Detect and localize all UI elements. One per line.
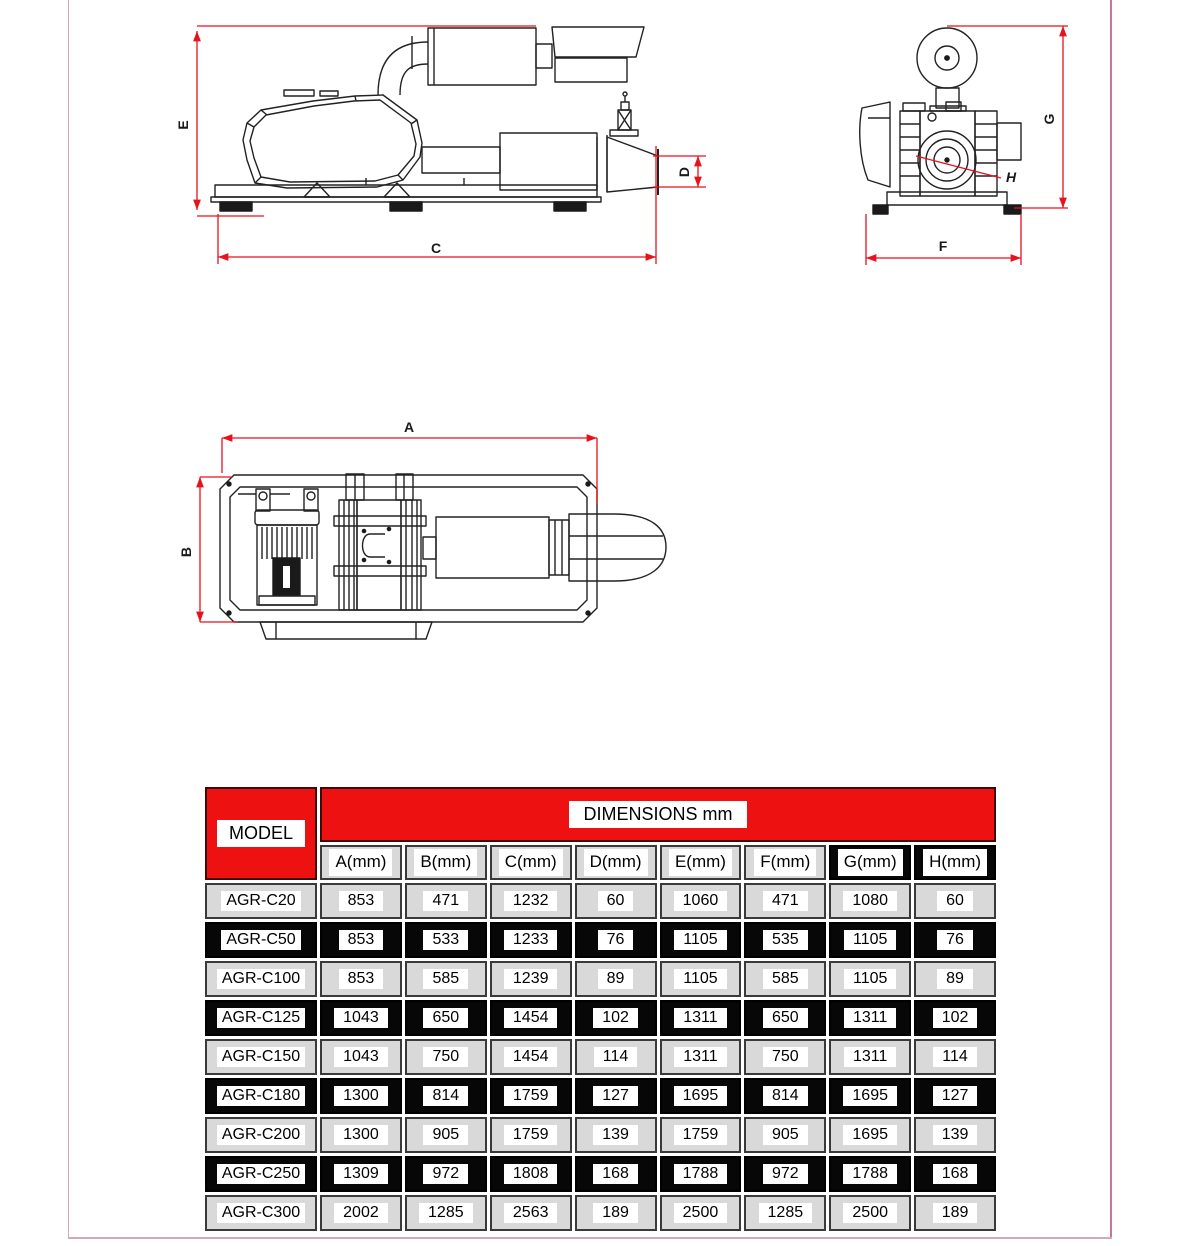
value-cell [575, 1117, 657, 1153]
column-header-label: B(mm) [414, 849, 477, 875]
cell-value: 1105 [844, 930, 896, 951]
model-cell [205, 883, 317, 919]
model-cell [205, 1195, 317, 1231]
table-header [205, 787, 996, 880]
value-cell [490, 1078, 572, 1114]
value-cell [660, 1078, 742, 1114]
value-cell [829, 1195, 911, 1231]
end-machine-outline [860, 28, 1021, 214]
column-header-G [829, 845, 911, 880]
column-header-label: A(mm) [329, 849, 392, 875]
cell-value: 750 [423, 1047, 468, 1068]
cell-value: 972 [763, 1164, 808, 1185]
value-cell [914, 1156, 996, 1192]
value-cell [660, 883, 742, 919]
column-header-F [744, 845, 826, 880]
cell-value: 1759 [674, 1125, 728, 1146]
value-cell [744, 1000, 826, 1036]
cell-value: 1300 [334, 1125, 388, 1146]
model-label: AGR-C50 [221, 930, 300, 951]
value-cell [405, 922, 487, 958]
model-label: AGR-C20 [221, 891, 300, 912]
cell-value: 650 [763, 1008, 808, 1029]
cell-value: 1043 [334, 1008, 388, 1029]
value-cell [575, 1000, 657, 1036]
cell-value: 2500 [843, 1203, 897, 1224]
cell-value: 127 [593, 1086, 638, 1107]
value-cell [490, 1156, 572, 1192]
column-header-A [320, 845, 402, 880]
cell-value: 1233 [504, 930, 558, 951]
top-dimension-lines [200, 438, 597, 622]
column-header-E [660, 845, 742, 880]
value-cell [490, 961, 572, 997]
cell-value: 1788 [674, 1164, 728, 1185]
value-cell [320, 1039, 402, 1075]
model-header-cell [205, 787, 317, 880]
value-cell [829, 1000, 911, 1036]
cell-value: 1080 [843, 891, 897, 912]
table-row-AGR-C100 [205, 961, 996, 997]
model-label: AGR-C180 [217, 1086, 305, 1107]
model-cell [205, 1117, 317, 1153]
model-header-label: MODEL [217, 820, 305, 847]
cell-value: 1311 [844, 1008, 896, 1029]
model-label: AGR-C150 [217, 1047, 305, 1068]
column-header-label: H(mm) [923, 849, 987, 875]
value-cell [575, 1078, 657, 1114]
page-frame-right [1110, 0, 1112, 1238]
cell-value: 1285 [759, 1203, 813, 1224]
model-label: AGR-C125 [217, 1008, 305, 1029]
cell-value: 1060 [674, 891, 728, 912]
cell-value: 905 [423, 1125, 468, 1146]
cell-value: 1232 [504, 891, 558, 912]
cell-value: 853 [339, 969, 384, 990]
cell-value: 60 [937, 891, 973, 912]
model-cell [205, 961, 317, 997]
value-cell [914, 1117, 996, 1153]
model-cell [205, 1156, 317, 1192]
table-body [205, 883, 996, 1231]
cell-value: 814 [763, 1086, 808, 1107]
column-header-label: F(mm) [754, 849, 816, 875]
value-cell [914, 1039, 996, 1075]
cell-value: 2002 [334, 1203, 388, 1224]
cell-value: 1309 [334, 1164, 388, 1185]
cell-value: 168 [593, 1164, 638, 1185]
value-cell [320, 961, 402, 997]
cell-value: 905 [763, 1125, 808, 1146]
value-cell [405, 961, 487, 997]
dim-label-B: B [178, 546, 194, 558]
cell-value: 853 [339, 891, 384, 912]
table-row-AGR-C250 [205, 1156, 996, 1192]
value-cell [744, 961, 826, 997]
dim-label-F: F [938, 238, 948, 254]
value-cell [490, 1117, 572, 1153]
cell-value: 1311 [674, 1008, 726, 1029]
cell-value: 189 [933, 1203, 978, 1224]
value-cell [744, 883, 826, 919]
table-row-AGR-C20 [205, 883, 996, 919]
value-cell [914, 922, 996, 958]
cell-value: 650 [423, 1008, 468, 1029]
cell-value: 1759 [504, 1086, 558, 1107]
value-cell [744, 1156, 826, 1192]
side-view-drawing [166, 6, 726, 274]
value-cell [490, 922, 572, 958]
cell-value: 585 [763, 969, 808, 990]
value-cell [320, 1156, 402, 1192]
top-machine-outline [220, 474, 666, 639]
value-cell [575, 1039, 657, 1075]
value-cell [490, 1039, 572, 1075]
cell-value: 1239 [504, 969, 558, 990]
page-frame-bottom [68, 1237, 1112, 1239]
value-cell [914, 961, 996, 997]
column-header-label: C(mm) [499, 849, 563, 875]
column-header-H [914, 845, 996, 880]
cell-value: 1454 [504, 1047, 558, 1068]
table-row-AGR-C150 [205, 1039, 996, 1075]
side-machine-outline [211, 27, 658, 211]
value-cell [744, 1195, 826, 1231]
value-cell [914, 883, 996, 919]
value-cell [744, 1117, 826, 1153]
model-cell [205, 1000, 317, 1036]
cell-value: 1454 [504, 1008, 558, 1029]
table-row-AGR-C300 [205, 1195, 996, 1231]
cell-value: 585 [423, 969, 468, 990]
model-label: AGR-C100 [217, 969, 305, 990]
cell-value: 1695 [674, 1086, 728, 1107]
model-cell [205, 1078, 317, 1114]
value-cell [744, 922, 826, 958]
value-cell [914, 1195, 996, 1231]
page-frame-left [68, 0, 69, 1238]
value-cell [320, 1117, 402, 1153]
value-cell [490, 883, 572, 919]
cell-value: 1311 [674, 1047, 726, 1068]
cell-value: 535 [763, 930, 808, 951]
value-cell [405, 1039, 487, 1075]
value-cell [660, 961, 742, 997]
cell-value: 1043 [334, 1047, 388, 1068]
cell-value: 139 [933, 1125, 978, 1146]
value-cell [660, 1117, 742, 1153]
value-cell [405, 1000, 487, 1036]
cell-value: 127 [933, 1086, 978, 1107]
value-cell [829, 1117, 911, 1153]
cell-value: 60 [598, 891, 634, 912]
column-header-label: G(mm) [838, 849, 903, 875]
dim-label-D: D [676, 166, 692, 178]
cell-value: 189 [593, 1203, 638, 1224]
cell-value: 1695 [843, 1125, 897, 1146]
value-cell [829, 1039, 911, 1075]
cell-value: 471 [763, 891, 808, 912]
cell-value: 114 [933, 1047, 977, 1068]
dim-label-A: A [403, 419, 415, 435]
cell-value: 471 [423, 891, 468, 912]
value-cell [405, 1195, 487, 1231]
value-cell [575, 922, 657, 958]
value-cell [829, 922, 911, 958]
cell-value: 76 [598, 930, 634, 951]
value-cell [405, 1117, 487, 1153]
cell-value: 168 [933, 1164, 978, 1185]
cell-value: 2563 [504, 1203, 558, 1224]
value-cell [660, 1039, 742, 1075]
model-cell [205, 1039, 317, 1075]
table-row-AGR-C125 [205, 1000, 996, 1036]
value-cell [320, 1000, 402, 1036]
dimensions-header-label: DIMENSIONS mm [569, 801, 746, 828]
column-header-label: E(mm) [669, 849, 732, 875]
dim-label-G: G [1041, 113, 1057, 125]
value-cell [575, 883, 657, 919]
value-cell [575, 1195, 657, 1231]
cell-value: 76 [937, 930, 973, 951]
cell-value: 853 [339, 930, 384, 951]
cell-value: 2500 [674, 1203, 728, 1224]
value-cell [660, 1000, 742, 1036]
value-cell [575, 961, 657, 997]
cell-value: 1695 [843, 1086, 897, 1107]
value-cell [320, 922, 402, 958]
value-cell [490, 1000, 572, 1036]
column-header-D [575, 845, 657, 880]
value-cell [829, 1078, 911, 1114]
cell-value: 89 [937, 969, 973, 990]
value-cell [405, 1156, 487, 1192]
cell-value: 972 [423, 1164, 468, 1185]
value-cell [320, 883, 402, 919]
dimensions-table [205, 787, 996, 1231]
value-cell [660, 922, 742, 958]
dim-label-H: H [1006, 169, 1017, 185]
dimensions-header-cell [320, 787, 996, 842]
value-cell [405, 883, 487, 919]
cell-value: 1300 [334, 1086, 388, 1107]
dim-label-C: C [430, 240, 442, 256]
table-row-AGR-C200 [205, 1117, 996, 1153]
cell-value: 750 [763, 1047, 808, 1068]
value-cell [320, 1078, 402, 1114]
end-dimension-lines [866, 26, 1068, 265]
value-cell [575, 1156, 657, 1192]
table-row-AGR-C180 [205, 1078, 996, 1114]
cell-value: 1311 [844, 1047, 896, 1068]
cell-value: 1808 [504, 1164, 558, 1185]
value-cell [914, 1078, 996, 1114]
value-cell [660, 1195, 742, 1231]
value-cell [320, 1195, 402, 1231]
column-header-B [405, 845, 487, 880]
column-header-C [490, 845, 572, 880]
cell-value: 1105 [844, 969, 896, 990]
value-cell [829, 961, 911, 997]
value-cell [829, 1156, 911, 1192]
value-cell [660, 1156, 742, 1192]
cell-value: 114 [594, 1047, 638, 1068]
cell-value: 533 [423, 930, 468, 951]
cell-value: 814 [423, 1086, 468, 1107]
table-row-AGR-C50 [205, 922, 996, 958]
cell-value: 89 [598, 969, 634, 990]
cell-value: 139 [593, 1125, 638, 1146]
value-cell [744, 1078, 826, 1114]
column-header-label: D(mm) [584, 849, 648, 875]
model-label: AGR-C200 [217, 1125, 305, 1146]
cell-value: 1788 [843, 1164, 897, 1185]
model-label: AGR-C250 [217, 1164, 305, 1185]
value-cell [490, 1195, 572, 1231]
cell-value: 102 [593, 1008, 638, 1029]
model-label: AGR-C300 [217, 1203, 305, 1224]
cell-value: 1285 [419, 1203, 473, 1224]
value-cell [914, 1000, 996, 1036]
model-cell [205, 922, 317, 958]
value-cell [405, 1078, 487, 1114]
end-view-drawing [846, 6, 1086, 281]
value-cell [744, 1039, 826, 1075]
cell-value: 1105 [674, 930, 726, 951]
cell-value: 1105 [674, 969, 726, 990]
value-cell [829, 883, 911, 919]
top-view-drawing [176, 410, 706, 662]
cell-value: 102 [933, 1008, 978, 1029]
cell-value: 1759 [504, 1125, 558, 1146]
dim-label-E: E [175, 120, 191, 130]
